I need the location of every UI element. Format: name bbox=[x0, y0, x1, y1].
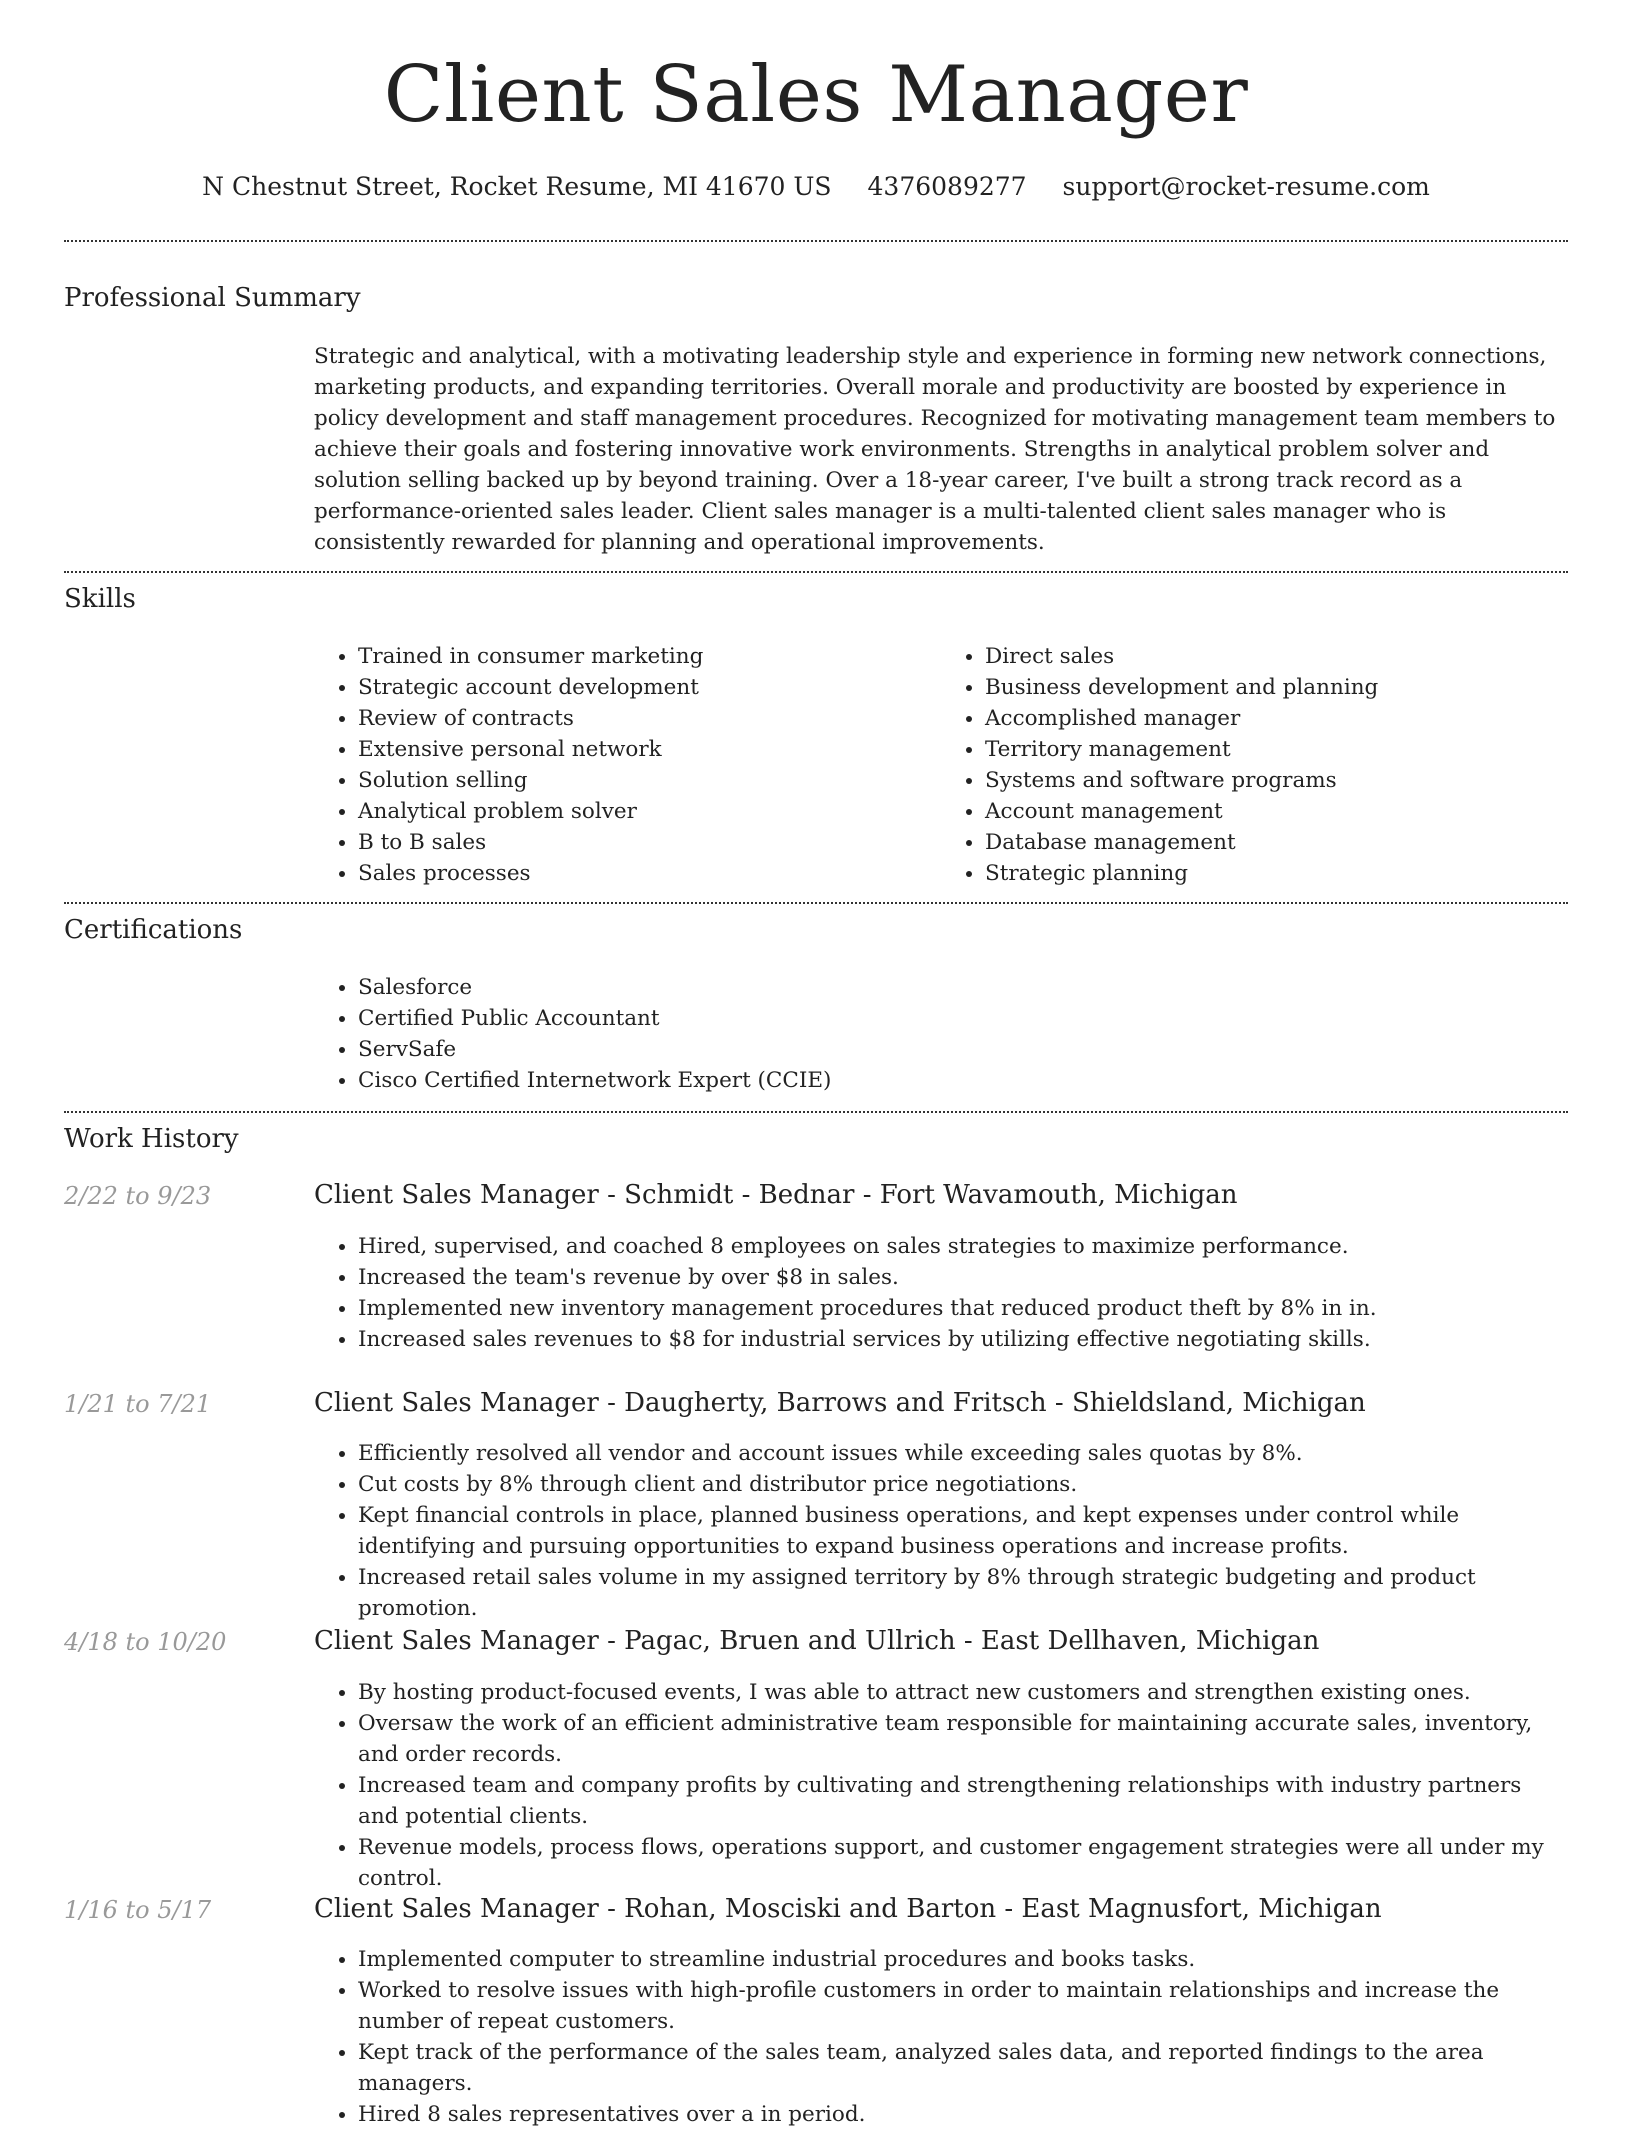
skill-item: • Account management bbox=[985, 796, 1568, 827]
job-date: 4/18 to 10/20 bbox=[64, 1628, 227, 1656]
job-bullet: • Kept track of the performance of the sales team, analyzed sales data, and reported findings to the area managers. bbox=[358, 2037, 1568, 2099]
certifications-block bbox=[314, 972, 1568, 1096]
job-bullet: • Worked to resolve issues with high-profile customers in order to maintain relationships and increase the number of repeat customers. bbox=[358, 1975, 1568, 2037]
job-bullets bbox=[314, 1677, 1568, 1894]
section-divider bbox=[64, 902, 1568, 904]
certifications-list bbox=[314, 972, 1568, 1096]
skill-item: • Analytical problem solver bbox=[358, 796, 941, 827]
job-date: 2/22 to 9/23 bbox=[64, 1182, 212, 1210]
skill-item: • Sales processes bbox=[358, 858, 941, 889]
job-bullets bbox=[314, 1944, 1568, 2130]
skill-item: • B to B sales bbox=[358, 827, 941, 858]
skill-item: • Systems and software programs bbox=[985, 765, 1568, 796]
skill-item: • Extensive personal network bbox=[358, 734, 941, 765]
job-bullet: • Oversaw the work of an efficient administrative team responsible for maintaining accurate sales, inventory, and order records. bbox=[358, 1708, 1568, 1770]
certification-item: • Certified Public Accountant bbox=[358, 1003, 1568, 1034]
skills-block bbox=[314, 641, 1568, 889]
job-bullet: • Kept financial controls in place, planned business operations, and kept expenses under control while identifying and pursuing opportunities to expand business operations and increase profits. bbox=[358, 1500, 1568, 1562]
job-bullet: • Cut costs by 8% through client and distributor price negotiations. bbox=[358, 1469, 1568, 1500]
page-title: Client Sales Manager bbox=[383, 50, 1249, 140]
job-bullet: • Implemented computer to streamline industrial procedures and books tasks. bbox=[358, 1944, 1568, 1975]
job-title: Client Sales Manager - Schmidt - Bednar - Fort Wavamouth, Michigan bbox=[314, 1180, 1238, 1210]
job-bullet: • Increased the team's revenue by over $8 in sales. bbox=[358, 1262, 1568, 1293]
skill-item: • Solution selling bbox=[358, 765, 941, 796]
job-bullet: • Hired, supervised, and coached 8 employees on sales strategies to maximize performance. bbox=[358, 1231, 1568, 1262]
job-bullet: • Increased retail sales volume in my assigned territory by 8% through strategic budgeting and product promotion. bbox=[358, 1562, 1568, 1624]
certification-item: • Cisco Certified Internetwork Expert (CCIE) bbox=[358, 1065, 1568, 1096]
skill-item: • Review of contracts bbox=[358, 703, 941, 734]
skill-item: • Direct sales bbox=[985, 641, 1568, 672]
skill-item: • Database management bbox=[985, 827, 1568, 858]
skill-item: • Accomplished manager bbox=[985, 703, 1568, 734]
summary-text: Strategic and analytical, with a motivating leadership style and experience in forming new network connections, marketing products, and expanding territories. Overall morale and productivity are boosted by experience in policy development and staff management procedures. Recognized for motivating management team members to achieve their goals and fostering innovative work environments. Strengths in analytical problem solver and solution selling backed up by beyond training. Over a 18-year career, I've built a strong track record as a performance-oriented sales leader. Client sales manager is a multi-talented client sales manager who is consistently rewarded for planning and operational improvements. bbox=[314, 344, 1556, 555]
skill-item: • Business development and planning bbox=[985, 672, 1568, 703]
job-title: Client Sales Manager - Pagac, Bruen and Ullrich - East Dellhaven, Michigan bbox=[314, 1626, 1320, 1656]
skill-item: • Trained in consumer marketing bbox=[358, 641, 941, 672]
job-bullets bbox=[314, 1231, 1568, 1355]
skill-item: • Strategic planning bbox=[985, 858, 1568, 889]
job-bullet: • Implemented new inventory management procedures that reduced product theft by 8% in in. bbox=[358, 1293, 1568, 1324]
summary-block bbox=[314, 341, 1568, 558]
section-title-certifications: Certifications bbox=[64, 915, 243, 945]
section-divider bbox=[64, 240, 1568, 242]
job-date: 1/16 to 5/17 bbox=[64, 1896, 212, 1924]
certification-item: • Salesforce bbox=[358, 972, 1568, 1003]
contact-phone: 4376089277 bbox=[867, 172, 1027, 201]
skill-item: • Territory management bbox=[985, 734, 1568, 765]
skill-item: • Strategic account development bbox=[358, 672, 941, 703]
certification-item: • ServSafe bbox=[358, 1034, 1568, 1065]
contact-address: N Chestnut Street, Rocket Resume, MI 41670 US bbox=[202, 172, 832, 201]
contact-email: support@rocket-resume.com bbox=[1062, 172, 1430, 201]
skills-list-left bbox=[314, 641, 941, 889]
job-bullet: • Increased team and company profits by cultivating and strengthening relationships with industry partners and potential clients. bbox=[358, 1770, 1568, 1832]
section-divider bbox=[64, 1111, 1568, 1113]
job-bullet: • By hosting product-focused events, I was able to attract new customers and strengthen existing ones. bbox=[358, 1677, 1568, 1708]
job-bullets bbox=[314, 1438, 1568, 1624]
job-title: Client Sales Manager - Rohan, Mosciski and Barton - East Magnusfort, Michigan bbox=[314, 1894, 1382, 1924]
job-bullet: • Increased sales revenues to $8 for industrial services by utilizing effective negotiating skills. bbox=[358, 1324, 1568, 1355]
job-bullet: • Revenue models, process flows, operations support, and customer engagement strategies were all under my control. bbox=[358, 1832, 1568, 1894]
section-title-skills: Skills bbox=[64, 584, 136, 614]
skills-list-right bbox=[941, 641, 1568, 889]
job-bullet: • Hired 8 sales representatives over a in period. bbox=[358, 2099, 1568, 2130]
section-title-summary: Professional Summary bbox=[64, 283, 361, 313]
job-date: 1/21 to 7/21 bbox=[64, 1390, 212, 1418]
section-title-work-history: Work History bbox=[64, 1124, 239, 1154]
contact-line bbox=[64, 172, 1568, 201]
section-divider bbox=[64, 571, 1568, 573]
job-bullet: • Efficiently resolved all vendor and account issues while exceeding sales quotas by 8%. bbox=[358, 1438, 1568, 1469]
job-title: Client Sales Manager - Daugherty, Barrows and Fritsch - Shieldsland, Michigan bbox=[314, 1388, 1366, 1418]
